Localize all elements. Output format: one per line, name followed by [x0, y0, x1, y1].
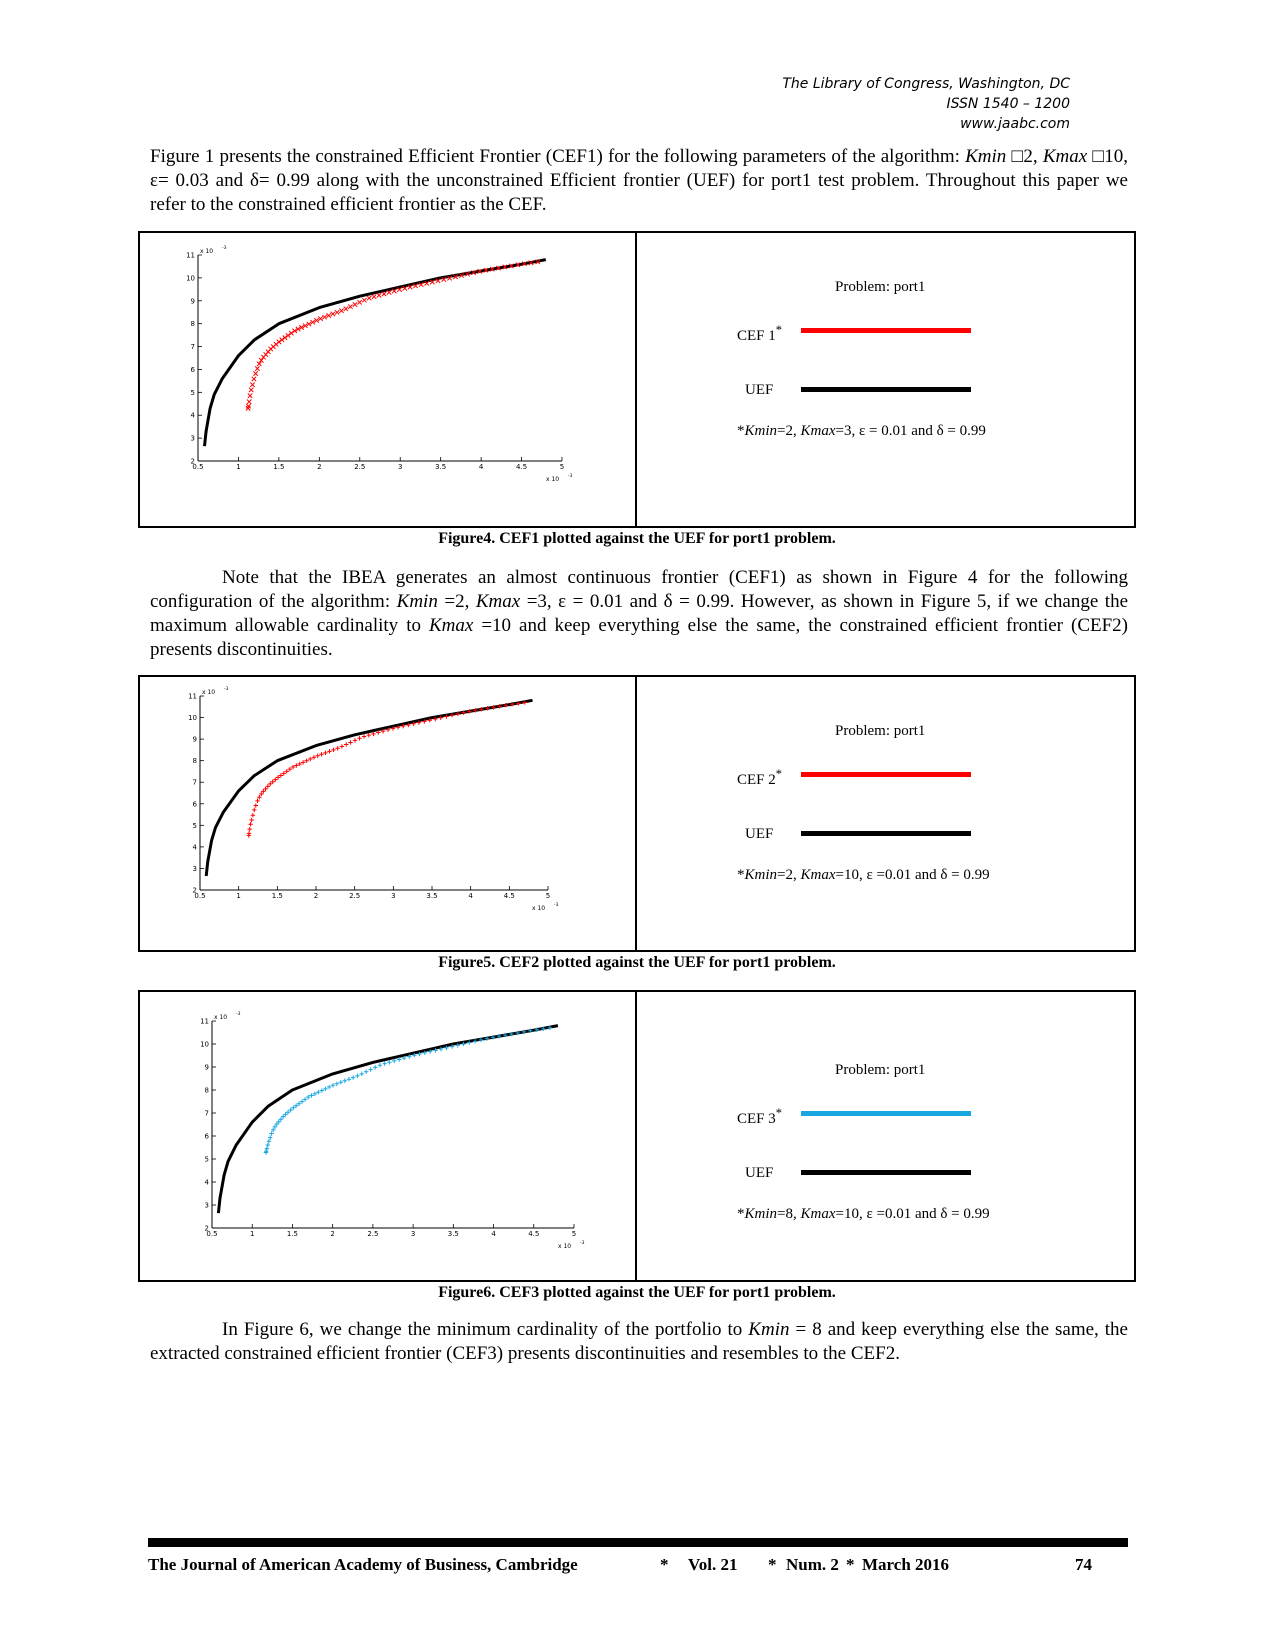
cef-legend-label: CEF 2* [737, 767, 783, 788]
running-header [782, 74, 1070, 134]
y-tick-label: 4 [190, 411, 195, 420]
cef-point [331, 1083, 335, 1087]
uef-legend-line [801, 831, 971, 836]
cef-point [322, 315, 326, 319]
x-tick-label: 4 [478, 463, 484, 471]
cef-point [372, 295, 376, 299]
cef-point [326, 313, 330, 317]
text-run: □2, [1006, 146, 1043, 167]
problem-label: Problem: port1 [835, 1062, 926, 1078]
cef-point [382, 1061, 386, 1065]
cef-point [373, 1065, 377, 1069]
figure-5-plot [140, 677, 637, 950]
uef-legend-label: UEF [745, 1165, 774, 1181]
figure-4-caption: Figure4. CEF1 plotted against the UEF for port1 problem. [438, 530, 836, 547]
cef-point [357, 300, 361, 304]
cef-point [367, 733, 371, 737]
problem-label: Problem: port1 [835, 723, 926, 739]
x-tick-label: 3 [397, 463, 403, 471]
footer-page-number: 74 [1075, 1555, 1092, 1574]
cef-point [248, 393, 252, 397]
y-tick-label: 6 [204, 1132, 209, 1141]
figure-4-legend [637, 233, 1134, 526]
text-run: =10 and keep everything else the same, the constrained efficient frontier (CEF2) presents discontinuities. [150, 615, 1128, 660]
cef-point [271, 780, 275, 784]
y-tick-label: 11 [186, 251, 195, 260]
cef-point [285, 769, 289, 773]
y-tick-label: 10 [200, 1040, 209, 1049]
footer-separator: * [846, 1555, 855, 1574]
cef-point [378, 1063, 382, 1067]
figure-4 [138, 231, 1136, 528]
x-tick-label: 4.5 [515, 463, 528, 471]
x-tick-label: 3 [410, 1230, 416, 1238]
uef-curve [206, 700, 532, 876]
kmin-term: Kmin [396, 591, 438, 612]
cef-point [252, 377, 256, 381]
y-tick-label: 7 [190, 343, 195, 352]
x-tick-label: 1 [249, 1230, 255, 1238]
x-tick-label: 5 [571, 1230, 577, 1238]
cef-point [315, 754, 319, 758]
cef-legend-line [801, 1111, 971, 1116]
cef-point [353, 738, 357, 742]
figure-6 [138, 990, 1136, 1282]
x-tick-label: 4.5 [503, 892, 515, 900]
cef-point [348, 305, 352, 309]
cef-point [331, 748, 335, 752]
cef-point [266, 784, 270, 788]
figure-5 [138, 675, 1136, 952]
x-tick-label: 1.5 [273, 463, 285, 471]
y-tick-label: 2 [192, 886, 197, 895]
x-tick-label: 0.5 [194, 892, 206, 900]
y-tick-label: 5 [204, 1155, 209, 1164]
x-exponent-power: -3 [580, 1241, 585, 1246]
text-run: Note that the IBEA generates an almost continuous frontier (CEF1) as shown in Figure 4 for the following configuration of the algorithm: [150, 567, 1128, 612]
cef-point [247, 827, 251, 831]
uef-legend-label: UEF [745, 826, 774, 842]
y-tick-label: 8 [204, 1086, 209, 1095]
cef-point [335, 746, 339, 750]
x-tick-label: 3.5 [435, 463, 447, 471]
header-library: The Library of Congress, Washington, DC [782, 76, 1070, 92]
footer-volume: Vol. 21 [688, 1555, 738, 1574]
y-tick-label: 4 [204, 1178, 209, 1187]
y-tick-label: 3 [190, 434, 195, 443]
cef-point [283, 1112, 287, 1116]
cef-point [368, 1067, 372, 1071]
cef-point [335, 310, 339, 314]
cef-point [362, 298, 366, 302]
y-tick-label: 8 [190, 320, 195, 329]
cef-point [367, 296, 371, 300]
y-tick-label: 2 [204, 1224, 209, 1233]
text-run: □10, ε= 0.03 and δ= 0.99 along with the unconstrained Efficient frontier (UEF) for port1 test problem. Throughout this paper we refer to the constrained efficient frontier as the CEF. [150, 146, 1128, 215]
cef-point [268, 782, 272, 786]
x-tick-label: 4 [491, 1230, 496, 1238]
cef-point [254, 803, 258, 807]
figure-6-legend [637, 992, 1134, 1280]
cef-point [249, 388, 253, 392]
x-tick-label: 3.5 [447, 1230, 459, 1238]
parameter-note: *Kmin=2, Kmax=3, ε = 0.01 and δ = 0.99 [737, 423, 986, 439]
footer-separator: * [768, 1555, 777, 1574]
figure-5-caption: Figure5. CEF2 plotted against the UEF for port1 problem. [438, 954, 836, 971]
cef-point [247, 400, 251, 404]
cef-point [281, 1114, 285, 1118]
y-tick-label: 3 [192, 864, 197, 873]
cef-point [297, 1102, 301, 1106]
x-tick-label: 5 [545, 892, 551, 900]
y-tick-label: 4 [192, 843, 197, 852]
y-tick-label: 11 [200, 1017, 209, 1026]
x-tick-label: 1.5 [286, 1230, 299, 1238]
x-tick-label: 2.5 [367, 1230, 379, 1238]
figure-6-chart [140, 992, 610, 1280]
x-tick-label: 3 [391, 892, 396, 900]
cef-point [327, 749, 331, 753]
x-tick-label: 2.5 [349, 892, 361, 900]
cef-point [353, 302, 357, 306]
footer-date: March 2016 [862, 1555, 950, 1574]
y-exponent-label: x 10 [214, 1014, 228, 1021]
cef-point [377, 293, 381, 297]
cef-point [247, 831, 251, 835]
x-exponent-label: x 10 [546, 476, 560, 483]
cef-point [303, 1097, 307, 1101]
cef-point [357, 736, 361, 740]
x-tick-label: 1 [236, 463, 241, 471]
cef-legend-line [801, 328, 971, 333]
x-exponent-label: x 10 [558, 1243, 572, 1250]
header-issn: ISSN 1540 – 1200 [946, 96, 1070, 112]
y-tick-label: 6 [190, 365, 195, 374]
x-tick-label: 3.5 [426, 892, 438, 900]
cef-point [250, 383, 254, 387]
cef-point [253, 371, 257, 375]
y-tick-label: 9 [204, 1063, 209, 1072]
cef-point [273, 777, 277, 781]
intro-paragraph [150, 145, 1128, 217]
cef-point [319, 752, 323, 756]
uef-legend-label: UEF [745, 382, 774, 398]
footer-separator: * [660, 1555, 669, 1574]
cef-point [288, 767, 292, 771]
text-run: Figure 1 presents the constrained Efficient Frontier (CEF1) for the following parameters of the algorithm: [150, 146, 966, 167]
uef-curve [205, 260, 546, 447]
cef-point [323, 751, 327, 755]
cef-legend-line [801, 772, 971, 777]
cef-point [288, 1108, 292, 1112]
x-tick-label: 4 [468, 892, 473, 900]
y-tick-label: 9 [192, 735, 197, 744]
kmax-term: Kmax [1042, 146, 1088, 167]
footer-journal: The Journal of American Academy of Business, Cambridge [148, 1555, 578, 1574]
cef-point [300, 1099, 304, 1103]
header-website: www.jaabc.com [960, 116, 1070, 132]
y-tick-label: 3 [204, 1201, 209, 1210]
x-tick-label: 0.5 [206, 1230, 218, 1238]
cef-legend-label: CEF 3* [737, 1106, 783, 1127]
figure-5-chart [140, 677, 610, 950]
y-tick-label: 10 [186, 274, 195, 283]
cef-point [339, 309, 343, 313]
cef-point [331, 312, 335, 316]
x-tick-label: 2.5 [354, 463, 366, 471]
cef-point [251, 813, 255, 817]
cef-point [364, 1070, 368, 1074]
figure-4-plot [140, 233, 637, 526]
y-tick-label: 10 [188, 714, 197, 723]
cef-point [266, 1143, 270, 1147]
y-exponent-power: -3 [222, 246, 227, 251]
x-tick-label: 2 [317, 463, 322, 471]
x-tick-label: 4.5 [528, 1230, 540, 1238]
x-exponent-label: x 10 [532, 905, 546, 912]
paragraph-3 [150, 1318, 1128, 1366]
y-tick-label: 6 [192, 800, 197, 809]
cef-legend-label: CEF 1* [737, 323, 783, 344]
x-tick-label: 1 [236, 892, 241, 900]
y-tick-label: 5 [192, 821, 197, 830]
x-exponent-power: -3 [554, 903, 559, 908]
cef-point [351, 1075, 355, 1079]
footer-rule [148, 1538, 1128, 1547]
cef-point [249, 818, 253, 822]
y-tick-label: 11 [188, 692, 197, 701]
y-tick-label: 5 [190, 388, 195, 397]
cef-point [382, 292, 386, 296]
cef-point [255, 366, 259, 370]
uef-curve [218, 1026, 558, 1214]
y-tick-label: 2 [190, 457, 195, 466]
kmin-term: Kmin [748, 1319, 790, 1340]
cef-point [344, 307, 348, 311]
parameter-note: *Kmin=8, Kmax=10, ε =0.01 and δ = 0.99 [737, 1206, 990, 1222]
cef-point [387, 1060, 391, 1064]
y-tick-label: 7 [204, 1109, 209, 1118]
cef-point [347, 1077, 351, 1081]
text-run: = 8 and keep everything else the same, the extracted constrained efficient frontier (CEF3) presents discontinuities and resembles to the CEF2. [150, 1319, 1128, 1364]
x-tick-label: 0.5 [192, 463, 204, 471]
kmax-term: Kmax [475, 591, 521, 612]
figure-5-legend [637, 677, 1134, 950]
kmax-term: Kmax [428, 615, 474, 636]
x-exponent-power: -3 [568, 474, 573, 479]
problem-label: Problem: port1 [835, 279, 926, 295]
y-tick-label: 8 [192, 757, 197, 766]
cef-point [248, 822, 252, 826]
cef-point [252, 808, 256, 812]
cef-point [286, 1110, 290, 1114]
text-run: In Figure 6, we change the minimum cardinality of the portfolio to [222, 1319, 749, 1340]
figure-6-caption: Figure6. CEF3 plotted against the UEF for port1 problem. [438, 1284, 836, 1301]
cef-point [335, 1082, 339, 1086]
x-tick-label: 5 [559, 463, 565, 471]
cef-point [339, 1080, 343, 1084]
figure-4-chart [140, 233, 610, 526]
text-run: =2, [437, 591, 476, 612]
paragraph-2 [150, 566, 1128, 662]
parameter-note: *Kmin=2, Kmax=10, ε =0.01 and δ = 0.99 [737, 867, 990, 883]
uef-legend-line [801, 1170, 971, 1175]
cef-point [355, 1074, 359, 1078]
cef-point [360, 1072, 364, 1076]
text-run: =3, ε = 0.01 and δ = 0.99. However, as shown in Figure 5, if we change the maximum allowable cardinality to [150, 591, 1129, 636]
x-tick-label: 1.5 [271, 892, 283, 900]
cef-point [343, 1079, 347, 1083]
y-tick-label: 9 [190, 297, 195, 306]
y-exponent-power: -3 [236, 1012, 241, 1017]
y-exponent-label: x 10 [202, 689, 216, 696]
footer-number: Num. 2 [786, 1555, 839, 1574]
y-exponent-label: x 10 [200, 248, 214, 255]
figure-6-plot [140, 992, 637, 1280]
y-exponent-power: -3 [224, 687, 229, 692]
y-tick-label: 7 [192, 778, 197, 787]
cef-point [362, 734, 366, 738]
x-tick-label: 2 [313, 892, 319, 900]
cef-point [279, 1117, 283, 1121]
x-tick-label: 2 [330, 1230, 335, 1238]
cef-point [348, 740, 352, 744]
kmin-term: Kmin [965, 146, 1007, 167]
uef-legend-line [801, 387, 971, 392]
cef-point [344, 742, 348, 746]
cef-point [340, 744, 344, 748]
cef-point [261, 789, 265, 793]
cef-point [263, 787, 267, 791]
cef-point [265, 1146, 269, 1150]
